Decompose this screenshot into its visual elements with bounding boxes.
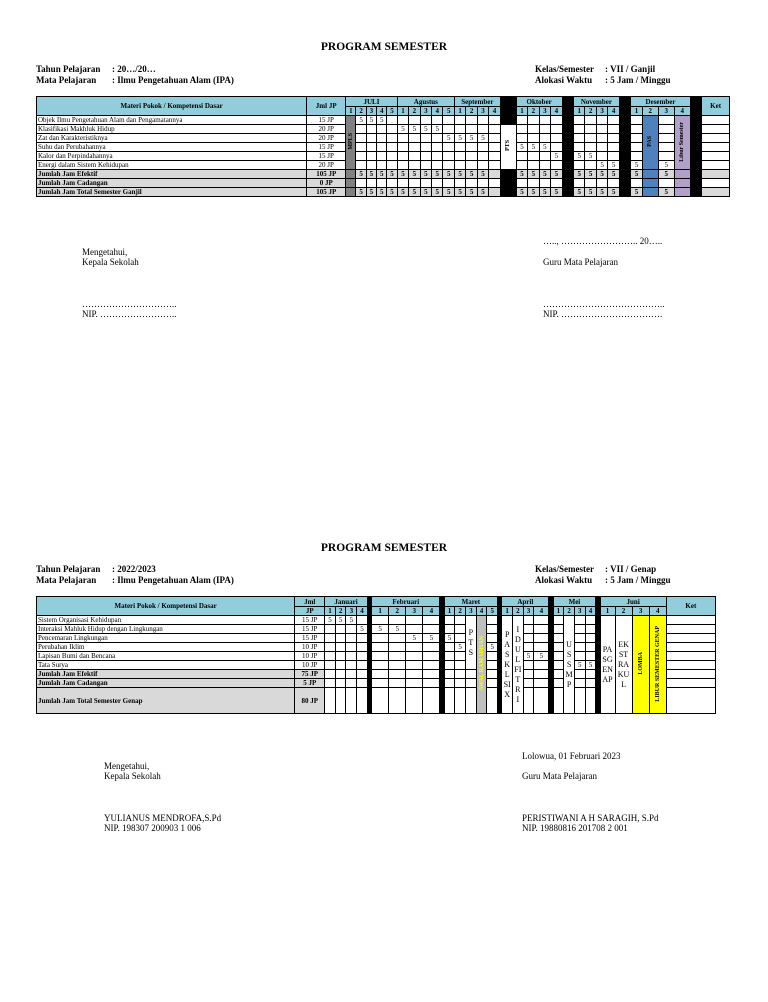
week-cell: 5 [574, 188, 585, 197]
table-row [37, 152, 730, 161]
week-cell: 5 [585, 188, 596, 197]
jp-cell: 15 JP [307, 116, 346, 125]
table-row [37, 143, 730, 152]
week-cell: 1 [553, 607, 564, 616]
week-cell: 5 [466, 188, 477, 197]
kelas-value: : VII / Genap [605, 564, 657, 574]
week-cell: 1 [346, 107, 356, 116]
week-cell: 5 [516, 170, 527, 179]
week-cell: 1 [454, 107, 465, 116]
month-maret: Maret [444, 597, 497, 607]
week-cell: 5 [444, 634, 455, 643]
week-cell: 5 [357, 625, 368, 634]
week-cell: 5 [551, 152, 562, 161]
week-cell: 5 [631, 188, 642, 197]
kelas-value: : VII / Ganjil [605, 64, 656, 74]
materi-cell: Kalor dan Perpindahannya [37, 152, 307, 161]
materi-cell: Suhu dan Perubahannya [37, 143, 307, 152]
week-cell: 2 [564, 607, 575, 616]
tahun-label: Tahun Pelajaran [36, 564, 101, 574]
week-cell: 1 [444, 607, 455, 616]
week-cell: 5 [443, 134, 454, 143]
kelas-label: Kelas/Semester [535, 564, 594, 574]
week-cell: 2 [513, 607, 524, 616]
week-cell: 5 [443, 170, 454, 179]
week-cell: 5 [658, 161, 674, 170]
page-title-genap: PROGRAM SEMESTER [320, 542, 448, 554]
week-cell: 5 [596, 170, 607, 179]
week-cell: 3 [406, 607, 423, 616]
week-cell: 5 [454, 170, 465, 179]
mpls-cell: MPLS [346, 116, 356, 170]
week-cell: 2 [466, 107, 477, 116]
week-cell: 3 [366, 107, 376, 116]
week-cell: 1 [502, 607, 513, 616]
week-cell: 5 [387, 107, 397, 116]
week-cell: 2 [335, 607, 346, 616]
week-cell: 5 [366, 116, 376, 125]
week-cell: 4 [423, 607, 440, 616]
table-row [37, 134, 730, 143]
week-cell: 5 [432, 170, 443, 179]
week-cell: 5 [608, 161, 620, 170]
month-september: September [454, 97, 500, 107]
week-cell: 5 [443, 107, 454, 116]
efektif-row [37, 170, 730, 179]
week-cell: 4 [534, 607, 549, 616]
materi-cell: Tata Surya [37, 661, 295, 670]
pas-genap-cell: PASGENAP [600, 616, 615, 714]
jp-cell: 10 JP [295, 661, 325, 670]
week-cell: 4 [377, 107, 387, 116]
week-cell: 5 [366, 170, 376, 179]
pas-kls-ix-cell: PASKLSIX [502, 616, 513, 714]
separator [690, 97, 701, 116]
week-cell: 5 [397, 188, 408, 197]
week-cell: 2 [389, 607, 406, 616]
week-cell: 1 [372, 607, 389, 616]
month-oktober: Oktober [516, 97, 562, 107]
jp-cell: 15 JP [295, 625, 325, 634]
month-mei: Mei [553, 597, 596, 607]
cadangan-label: Jumlah Jam Cadangan [37, 179, 307, 188]
materi-header: Materi Pokok / Kompetensi Dasar [37, 97, 307, 116]
jp-cell: 15 JP [307, 152, 346, 161]
mapel-value: : Ilmu Pengetahuan Alam (IPA) [112, 75, 234, 85]
separator [619, 97, 630, 116]
jp-cell: 15 JP [295, 634, 325, 643]
materi-header: Materi Pokok / Kompetensi Dasar [37, 597, 295, 616]
week-cell: 5 [397, 125, 408, 134]
kepsek-nip-genap: NIP. 198307 200903 1 006 [104, 823, 201, 833]
efektif-jp: 75 JP [295, 670, 325, 679]
ekstrakul-cell: EKSTRAKUL [615, 616, 632, 714]
week-cell: 5 [443, 188, 454, 197]
week-cell: 5 [516, 143, 527, 152]
pts-cell: PTS [466, 616, 477, 670]
cadangan-jp: 5 JP [295, 679, 325, 688]
week-cell: 2 [642, 107, 658, 116]
separator [562, 97, 573, 116]
separator [500, 97, 516, 116]
week-cell: 3 [466, 607, 477, 616]
week-cell: 3 [539, 107, 550, 116]
tahun-value: : 20…/20… [112, 64, 156, 74]
week-cell: 3 [596, 107, 607, 116]
week-cell: 5 [477, 134, 488, 143]
week-cell: 5 [608, 188, 620, 197]
kepsek-name-genap: YULIANUS MENDROFA,S.Pd [104, 813, 222, 823]
week-cell: 5 [356, 188, 366, 197]
week-cell: 5 [346, 616, 357, 625]
materi-cell: Perubahan Iklim [37, 643, 295, 652]
week-cell: 2 [356, 107, 366, 116]
cadangan-row [37, 179, 730, 188]
week-cell: 4 [649, 607, 666, 616]
week-cell: 3 [477, 107, 488, 116]
kepala-genap: Kepala Sekolah [104, 771, 161, 781]
week-cell: 4 [551, 107, 562, 116]
alokasi-value: : 5 Jam / Minggu [605, 575, 671, 585]
week-cell: 5 [596, 188, 607, 197]
week-cell: 5 [325, 616, 336, 625]
week-cell: 4 [476, 607, 487, 616]
week-cell: 5 [366, 188, 376, 197]
total-row [37, 188, 730, 197]
jp-cell: 20 JP [307, 161, 346, 170]
meta-left-genap [36, 564, 234, 586]
week-cell: 3 [420, 107, 431, 116]
week-cell: 5 [574, 661, 585, 670]
tahun-value: : 2022/2023 [112, 564, 156, 574]
week-cell: 5 [409, 125, 420, 134]
week-cell: 5 [466, 134, 477, 143]
week-cell: 2 [455, 607, 466, 616]
week-cell: 5 [409, 170, 420, 179]
tahun-label: Tahun Pelajaran [36, 64, 101, 74]
alokasi-label: Alokasi Waktu [535, 575, 593, 585]
jp-cell: 20 JP [307, 134, 346, 143]
week-cell: 5 [335, 616, 346, 625]
month-juni: Juni [600, 597, 666, 607]
us-smp-cell: USSMP [564, 616, 575, 714]
week-cell: 5 [454, 188, 465, 197]
week-cell: 5 [377, 170, 387, 179]
week-cell: 4 [357, 607, 368, 616]
week-cell: 5 [420, 188, 431, 197]
total-jp: 80 JP [295, 688, 325, 714]
table-row [37, 161, 730, 170]
week-cell: 5 [356, 170, 366, 179]
libur-cell: Libur Semester [674, 116, 690, 170]
month-februari: Februari [372, 597, 440, 607]
week-cell: 5 [585, 152, 596, 161]
week-cell: 5 [574, 152, 585, 161]
week-cell: 5 [539, 170, 550, 179]
materi-cell: Sistem Organisasi Kehidupan [37, 616, 295, 625]
week-cell: 5 [608, 170, 620, 179]
week-cell: 1 [631, 107, 642, 116]
ramadhan-cell: AWAL RAMADHAN [476, 616, 487, 714]
jp-cell: 15 JP [295, 616, 325, 625]
mengetahui-genap: Mengetahui, [104, 761, 150, 771]
jml-header: Jml [295, 597, 325, 607]
kepsek-nip-ganjil: NIP. …………………….. [82, 309, 177, 319]
libur-genap-cell: LIBUR SEMESTER GENAP [649, 616, 666, 714]
week-cell: 5 [551, 170, 562, 179]
ket-header: Ket [702, 97, 730, 116]
meta-right-genap [535, 564, 671, 586]
kelas-label: Kelas/Semester [535, 64, 594, 74]
month-agustus: Agustus [397, 97, 454, 107]
materi-cell: Interaksi Mahluk Hidup dengan Lingkungan [37, 625, 295, 634]
date-line-ganjil: ….., …………………….. 20….. [543, 236, 663, 246]
materi-cell: Lapisan Bumi dan Bencana [37, 652, 295, 661]
week-cell: 5 [539, 143, 550, 152]
month-januari: Januari [325, 597, 368, 607]
pts-cell: PTS [500, 125, 516, 170]
semester-genap-table [36, 596, 716, 714]
week-cell: 4 [489, 107, 500, 116]
meta-right-ganjil [535, 64, 671, 86]
week-cell: 5 [596, 161, 607, 170]
week-cell: 5 [539, 188, 550, 197]
total-label: Jumlah Jam Total Semester Genap [37, 688, 295, 714]
week-cell: 2 [615, 607, 632, 616]
month-juli: JULI [346, 97, 398, 107]
cadangan-label: Jumlah Jam Cadangan [37, 679, 295, 688]
mapel-label: Mata Pelajaran [36, 75, 97, 85]
materi-cell: Objek Ilmu Pengetahuan Alam dan Pengamatannya [37, 116, 307, 125]
week-cell: 1 [325, 607, 336, 616]
week-cell: 1 [397, 107, 408, 116]
week-cell: 5 [466, 170, 477, 179]
cadangan-jp: 0 JP [307, 179, 346, 188]
mengetahui-ganjil: Mengetahui, [82, 247, 128, 257]
week-cell: 5 [420, 125, 431, 134]
week-cell: 5 [631, 170, 642, 179]
week-cell: 5 [389, 625, 406, 634]
jp-cell: 15 JP [307, 143, 346, 152]
alokasi-value: : 5 Jam / Minggu [605, 75, 671, 85]
week-cell: 5 [356, 116, 366, 125]
materi-cell: Pencemaran Lingkungan [37, 634, 295, 643]
week-cell: 5 [420, 170, 431, 179]
week-cell: 5 [432, 125, 443, 134]
total-jp: 105 JP [307, 188, 346, 197]
week-cell: 5 [574, 170, 585, 179]
jp-cell: 20 JP [307, 125, 346, 134]
week-cell: 5 [377, 188, 387, 197]
week-cell: 4 [608, 107, 620, 116]
total-label: Jumlah Jam Total Semester Ganjil [37, 188, 307, 197]
materi-cell: Klasifikasi Makhluk Hidup [37, 125, 307, 134]
lomba-cell: LOMBA [632, 616, 649, 714]
guru-name-ganjil: ………………………………….. [543, 299, 665, 309]
table-row [37, 116, 730, 125]
guru-name-genap: PERISTIWANI A H SARAGIH, S.Pd [522, 813, 659, 823]
table-row [37, 125, 730, 134]
week-cell: 5 [523, 652, 534, 661]
week-cell: 1 [600, 607, 615, 616]
week-cell: 5 [658, 170, 674, 179]
jml-header-2: JP [295, 607, 325, 616]
week-cell: 4 [674, 107, 690, 116]
week-cell: 3 [346, 607, 357, 616]
week-cell: 5 [585, 170, 596, 179]
week-cell: 5 [487, 607, 498, 616]
week-cell: 5 [406, 634, 423, 643]
guru-nip-ganjil: NIP. ……………………………. [543, 309, 663, 319]
week-cell: 5 [534, 652, 549, 661]
month-april: April [502, 597, 549, 607]
week-cell: 3 [632, 607, 649, 616]
efektif-jp: 105 JP [307, 170, 346, 179]
meta-left-ganjil [36, 64, 234, 86]
guru-ganjil: Guru Mata Pelajaran [543, 257, 618, 267]
week-cell: 5 [658, 188, 674, 197]
week-cell: 5 [387, 170, 397, 179]
week-cell: 5 [551, 188, 562, 197]
week-cell: 4 [432, 107, 443, 116]
week-cell: 5 [387, 188, 397, 197]
jp-cell: 10 JP [295, 643, 325, 652]
week-cell: 4 [585, 607, 596, 616]
week-cell: 3 [658, 107, 674, 116]
week-cell: 5 [455, 643, 466, 652]
jml-header: Jml JP [307, 97, 346, 116]
week-cell: 5 [372, 625, 389, 634]
week-cell: 5 [631, 161, 642, 170]
idul-fitri-cell: IDULFITRI [513, 616, 524, 714]
week-cell: 5 [487, 643, 498, 652]
date-line-genap: Lolowua, 01 Februari 2023 [522, 751, 621, 761]
kepala-ganjil: Kepala Sekolah [82, 257, 139, 267]
jp-cell: 10 JP [295, 652, 325, 661]
efektif-label: Jumlah Jam Efektif [37, 170, 307, 179]
week-cell: 2 [528, 107, 539, 116]
week-cell: 2 [409, 107, 420, 116]
efektif-label: Jumlah Jam Efektif [37, 670, 295, 679]
table-row [37, 616, 716, 625]
kepsek-name-ganjil: ………………………….. [82, 299, 177, 309]
week-cell: 5 [477, 188, 488, 197]
week-cell: 5 [528, 188, 539, 197]
week-cell: 1 [574, 107, 585, 116]
week-cell: 5 [516, 188, 527, 197]
mapel-value: : Ilmu Pengetahuan Alam (IPA) [112, 575, 234, 585]
mapel-label: Mata Pelajaran [36, 575, 97, 585]
week-cell: 5 [409, 188, 420, 197]
week-cell: 5 [397, 170, 408, 179]
week-cell: 3 [523, 607, 534, 616]
week-cell: 5 [432, 188, 443, 197]
guru-genap: Guru Mata Pelajaran [522, 771, 597, 781]
alokasi-label: Alokasi Waktu [535, 75, 593, 85]
pas-cell: PAS [642, 116, 658, 170]
materi-cell: Zat dan Karakteristiknya [37, 134, 307, 143]
week-cell: 5 [528, 143, 539, 152]
week-cell: 5 [423, 634, 440, 643]
semester-ganjil-table [36, 96, 730, 197]
page-title-ganjil: PROGRAM SEMESTER [320, 41, 448, 53]
week-cell: 2 [585, 107, 596, 116]
week-cell: 5 [377, 116, 387, 125]
guru-nip-genap: NIP. 19880816 201708 2 001 [522, 823, 628, 833]
week-cell: 5 [585, 661, 596, 670]
week-cell: 5 [454, 134, 465, 143]
week-cell: 1 [516, 107, 527, 116]
week-cell: 5 [528, 170, 539, 179]
week-cell: 5 [477, 170, 488, 179]
ket-header: Ket [666, 597, 715, 616]
week-cell: 3 [574, 607, 585, 616]
month-november: November [574, 97, 620, 107]
materi-cell: Energi dalam Sistem Kehidupan [37, 161, 307, 170]
month-desember: Desember [631, 97, 691, 107]
